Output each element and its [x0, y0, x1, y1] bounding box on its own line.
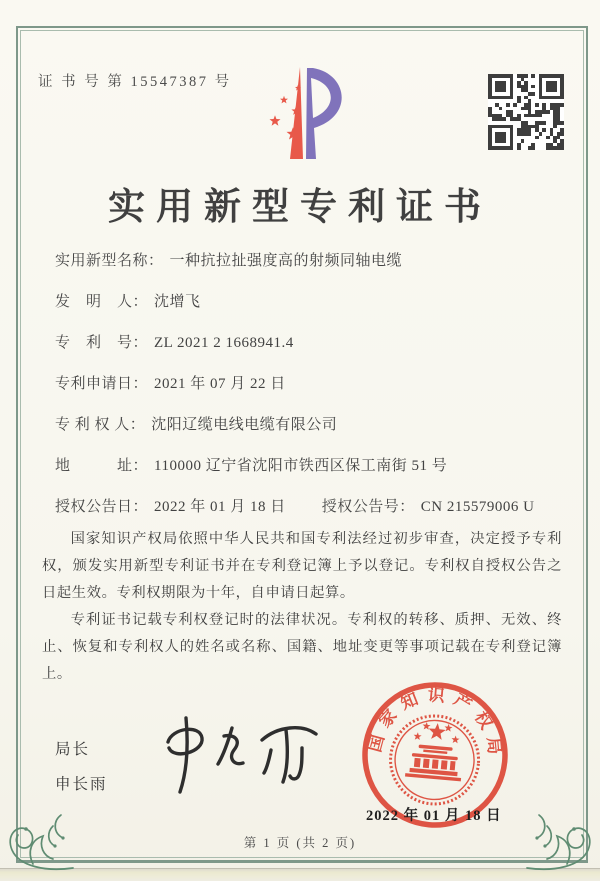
logo-star-icon	[270, 115, 281, 126]
field-row-inventor	[55, 294, 562, 310]
seal-ring-text: 国家知识产权局	[365, 685, 505, 764]
certificate-number: 证 书 号 第 15547387 号	[38, 74, 232, 90]
cnipa-logo-icon	[250, 62, 354, 168]
field-label: 专利申请日：	[55, 376, 149, 392]
national-emblem-icon	[387, 712, 482, 807]
page-number: 第 1 页 (共 2 页)	[243, 836, 357, 850]
corner-flourish-icon	[525, 806, 597, 874]
field-row-patent-no	[55, 335, 562, 351]
signer-name: 申长雨	[55, 776, 108, 793]
logo-star-icon	[280, 96, 288, 104]
field-value: 2021 年 07 月 22 日	[154, 376, 286, 392]
field-value: 沈阳辽缆电线电缆有限公司	[151, 417, 338, 433]
field-value: 沈增飞	[154, 294, 201, 310]
field-label: 发 明 人：	[55, 294, 149, 310]
grant-date-label: 授权公告日：	[55, 499, 149, 515]
legal-paragraph-2: 专利证书记载专利权登记时的法律状况。专利权的转移、质押、无效、终止、恢复和专利权人的姓名或名称、国籍、地址变更等事项记载在专利登记簿上。	[42, 612, 562, 682]
field-row-address	[55, 458, 562, 474]
field-row-grant	[55, 499, 562, 515]
qr-module	[560, 146, 564, 150]
seal-date: 2022 年 01 月 18 日	[366, 808, 502, 824]
legal-text	[42, 526, 562, 688]
certificate-title: 实用新型专利证书	[108, 187, 492, 228]
grant-no-label: 授权公告号：	[321, 499, 415, 515]
field-row-patentee	[55, 417, 562, 433]
field-label: 专 利 号：	[55, 335, 149, 351]
handwritten-signature	[146, 708, 341, 806]
corner-flourish-icon	[3, 806, 75, 874]
field-row-name	[55, 253, 562, 269]
field-row-filing-date	[55, 376, 562, 392]
qr-code	[488, 74, 564, 150]
field-label: 实用新型名称：	[55, 253, 164, 269]
signer-title: 局长	[55, 741, 91, 758]
field-value: 一种抗拉扯强度高的射频同轴电缆	[169, 253, 403, 269]
legal-paragraph-1: 国家知识产权局依照中华人民共和国专利法经过初步审查，决定授予专利权，颁发实用新型专利证书并在专利登记簿上予以登记。专利权自授权公告之日起生效。专利权期限为十年，自申请日起算。	[42, 531, 562, 601]
grant-no-value: CN 215579006 U	[420, 499, 535, 515]
field-list	[55, 253, 562, 540]
field-label: 专 利 权 人：	[55, 417, 146, 433]
signer-block	[55, 737, 108, 807]
logo-purple-p	[306, 68, 342, 159]
field-value: ZL 2021 2 1668941.4	[154, 335, 294, 351]
field-label: 地 址：	[55, 458, 149, 474]
grant-date-value: 2022 年 01 月 18 日	[154, 499, 286, 515]
page-edge	[0, 868, 600, 881]
field-value: 110000 辽宁省沈阳市铁西区保工南街 51 号	[154, 458, 448, 474]
